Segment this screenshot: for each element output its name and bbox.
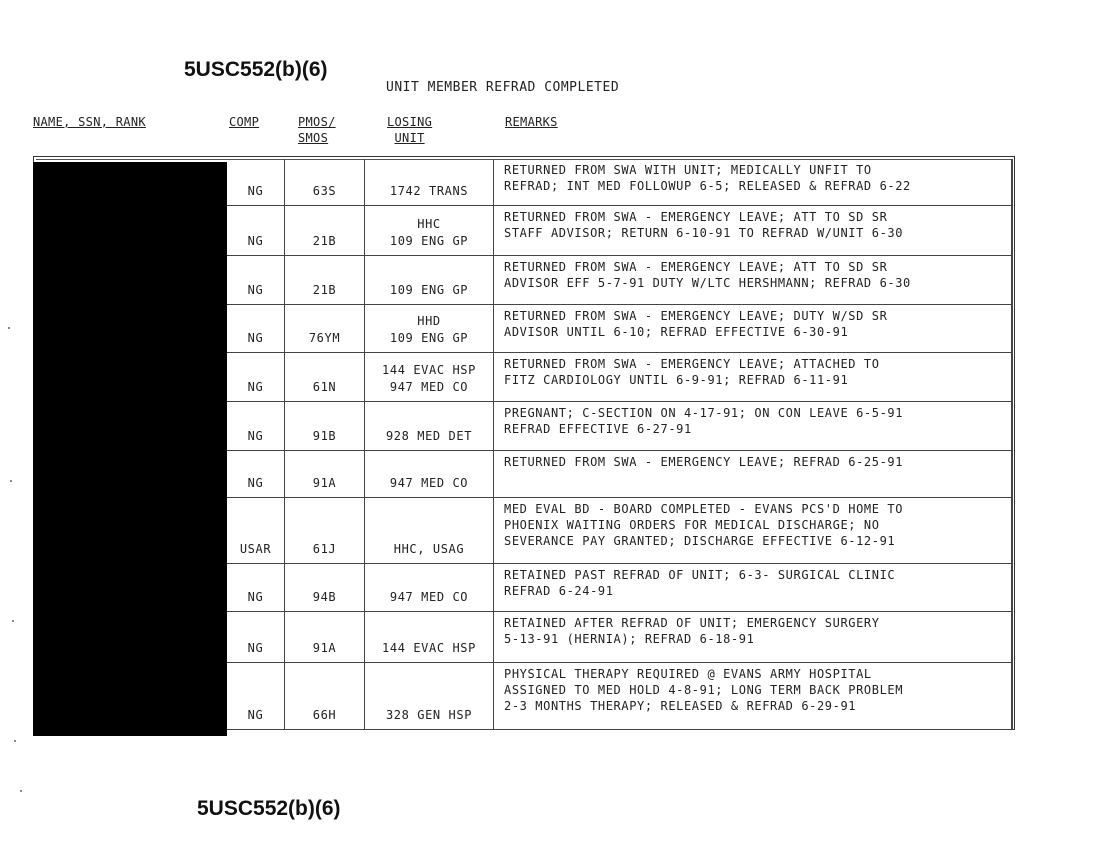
comp-cell: [227, 159, 285, 205]
pmos-cell: [285, 663, 365, 729]
pmos-value: 63S: [312, 184, 337, 198]
table-row: [227, 402, 1013, 451]
comp-cell: [227, 498, 285, 563]
losing-unit-line2: 144 EVAC HSP: [382, 641, 476, 655]
scan-speck: [8, 327, 10, 329]
exemption-stamp-bottom: 5USC552(b)(6): [197, 797, 341, 820]
report-title: UNIT MEMBER REFRAD COMPLETED: [386, 80, 620, 95]
table-row: [227, 159, 1013, 206]
losing-unit-line2: HHC, USAG: [393, 542, 465, 556]
losing-unit-cell: [365, 451, 494, 497]
table-row: [227, 612, 1013, 663]
redaction-block: [33, 162, 227, 736]
scan-speck: [20, 790, 22, 792]
pmos-cell: [285, 451, 365, 497]
pmos-value: 66H: [312, 708, 337, 722]
scan-speck: [14, 740, 16, 742]
table-row: [227, 663, 1013, 730]
comp-value: NG: [247, 234, 264, 248]
remarks-cell: [494, 612, 1013, 662]
losing-unit-line1: HHC: [417, 217, 441, 231]
remarks-text: PREGNANT; C-SECTION ON 4-17-91; ON CON LEAVE 6-5-91 REFRAD EFFECTIVE 6-27-91: [504, 406, 904, 436]
losing-unit-cell: [365, 612, 494, 662]
losing-unit-cell: [365, 256, 494, 304]
comp-cell: [227, 256, 285, 304]
header-remarks: REMARKS: [505, 115, 558, 129]
header-name: NAME, SSN, RANK: [33, 115, 146, 129]
comp-value: NG: [247, 184, 264, 198]
comp-value: NG: [247, 429, 264, 443]
remarks-cell: [494, 256, 1013, 304]
pmos-cell: [285, 305, 365, 352]
remarks-cell: [494, 159, 1013, 205]
table-row: [227, 564, 1013, 612]
header-pmos: [298, 114, 336, 146]
comp-value: NG: [247, 590, 264, 604]
remarks-text: MED EVAL BD - BOARD COMPLETED - EVANS PCS'D HOME TO PHOENIX WAITING ORDERS FOR MEDICAL DISCHARGE; NO SEVERANCE PAY GRANTED; DISCHARGE EFFECTIVE 6-12-91: [504, 502, 904, 548]
comp-value: NG: [247, 283, 264, 297]
remarks-text: RETURNED FROM SWA - EMERGENCY LEAVE; ATTACHED TO FITZ CARDIOLOGY UNTIL 6-9-91; REFRAD 6-11-91: [504, 357, 880, 387]
pmos-value: 21B: [312, 283, 337, 297]
table-row: [227, 305, 1013, 353]
comp-cell: [227, 564, 285, 611]
remarks-cell: [494, 206, 1013, 255]
losing-unit-line2: 1742 TRANS: [389, 184, 469, 198]
losing-unit-cell: [365, 564, 494, 611]
scan-speck: [12, 620, 14, 622]
pmos-cell: [285, 612, 365, 662]
losing-unit-cell: [365, 353, 494, 401]
header-losing-unit: [387, 114, 432, 146]
remarks-text: RETURNED FROM SWA WITH UNIT; MEDICALLY UNFIT TO REFRAD; INT MED FOLLOWUP 6-5; RELEASED & REFRAD 6-22: [504, 163, 911, 193]
pmos-value: 21B: [312, 234, 337, 248]
header-pmos-line1: PMOS/: [298, 115, 336, 129]
losing-unit-line1: HHD: [417, 314, 441, 328]
losing-unit-line2: 947 MED CO: [389, 476, 469, 490]
pmos-value: 91B: [312, 429, 337, 443]
pmos-value: 94B: [312, 590, 337, 604]
exemption-stamp-top: 5USC552(b)(6): [184, 58, 328, 81]
table-row: [227, 498, 1013, 564]
losing-unit-line2: 328 GEN HSP: [385, 708, 473, 722]
comp-cell: [227, 402, 285, 450]
comp-value: USAR: [239, 542, 272, 556]
comp-value: NG: [247, 708, 264, 722]
comp-cell: [227, 305, 285, 352]
table-row: [227, 256, 1013, 305]
table-row: [227, 451, 1013, 498]
pmos-value: 91A: [312, 641, 337, 655]
losing-unit-line2: 947 MED CO: [389, 380, 469, 394]
remarks-text: RETURNED FROM SWA - EMERGENCY LEAVE; DUTY W/SD SR ADVISOR UNTIL 6-10; REFRAD EFFECTIVE 6-30-91: [504, 309, 888, 339]
pmos-value: 91A: [312, 476, 337, 490]
losing-unit-line2: 109 ENG GP: [389, 234, 469, 248]
pmos-cell: [285, 498, 365, 563]
pmos-cell: [285, 206, 365, 255]
remarks-text: RETAINED PAST REFRAD OF UNIT; 6-3- SURGICAL CLINIC REFRAD 6-24-91: [504, 568, 896, 598]
comp-cell: [227, 353, 285, 401]
pmos-value: 61J: [312, 542, 337, 556]
comp-value: NG: [247, 380, 264, 394]
scan-speck: [10, 480, 12, 482]
losing-unit-line1: 144 EVAC HSP: [382, 363, 476, 377]
pmos-cell: [285, 402, 365, 450]
remarks-text: RETURNED FROM SWA - EMERGENCY LEAVE; REFRAD 6-25-91: [504, 455, 904, 469]
comp-value: NG: [247, 641, 264, 655]
header-comp: COMP: [229, 115, 260, 129]
losing-unit-line2: 109 ENG GP: [389, 331, 469, 345]
losing-unit-cell: [365, 305, 494, 352]
remarks-cell: [494, 353, 1013, 401]
comp-cell: [227, 451, 285, 497]
losing-unit-cell: [365, 498, 494, 563]
comp-cell: [227, 663, 285, 729]
pmos-cell: [285, 564, 365, 611]
table-row: [227, 353, 1013, 402]
pmos-value: 76YM: [308, 331, 341, 345]
comp-value: NG: [247, 331, 264, 345]
table-row: [227, 206, 1013, 256]
remarks-cell: [494, 305, 1013, 352]
pmos-cell: [285, 256, 365, 304]
remarks-cell: [494, 564, 1013, 611]
remarks-cell: [494, 663, 1013, 729]
losing-unit-cell: [365, 663, 494, 729]
pmos-cell: [285, 353, 365, 401]
losing-unit-line2: 947 MED CO: [389, 590, 469, 604]
losing-unit-cell: [365, 402, 494, 450]
header-unit-line2: UNIT: [394, 131, 425, 145]
pmos-cell: [285, 159, 365, 205]
header-unit-line1: LOSING: [387, 115, 433, 129]
remarks-cell: [494, 498, 1013, 563]
losing-unit-line2: 928 MED DET: [385, 429, 473, 443]
pmos-value: 61N: [312, 380, 337, 394]
comp-cell: [227, 612, 285, 662]
header-pmos-line2: SMOS: [298, 131, 329, 145]
remarks-cell: [494, 402, 1013, 450]
comp-cell: [227, 206, 285, 255]
losing-unit-cell: [365, 159, 494, 205]
remarks-text: RETURNED FROM SWA - EMERGENCY LEAVE; ATT TO SD SR STAFF ADVISOR; RETURN 6-10-91 TO REFRAD W/UNIT 6-30: [504, 210, 904, 240]
remarks-text: RETURNED FROM SWA - EMERGENCY LEAVE; ATT TO SD SR ADVISOR EFF 5-7-91 DUTY W/LTC HERSHMANN; REFRAD 6-30: [504, 260, 911, 290]
remarks-text: RETAINED AFTER REFRAD OF UNIT; EMERGENCY SURGERY 5-13-91 (HERNIA); REFRAD 6-18-91: [504, 616, 880, 646]
losing-unit-cell: [365, 206, 494, 255]
remarks-cell: [494, 451, 1013, 497]
comp-value: NG: [247, 476, 264, 490]
remarks-text: PHYSICAL THERAPY REQUIRED @ EVANS ARMY HOSPITAL ASSIGNED TO MED HOLD 4-8-91; LONG TERM BACK PROBLEM 2-3 MONTHS THERAPY; RELEASED & REFRAD 6-29-91: [504, 667, 904, 713]
losing-unit-line2: 109 ENG GP: [389, 283, 469, 297]
